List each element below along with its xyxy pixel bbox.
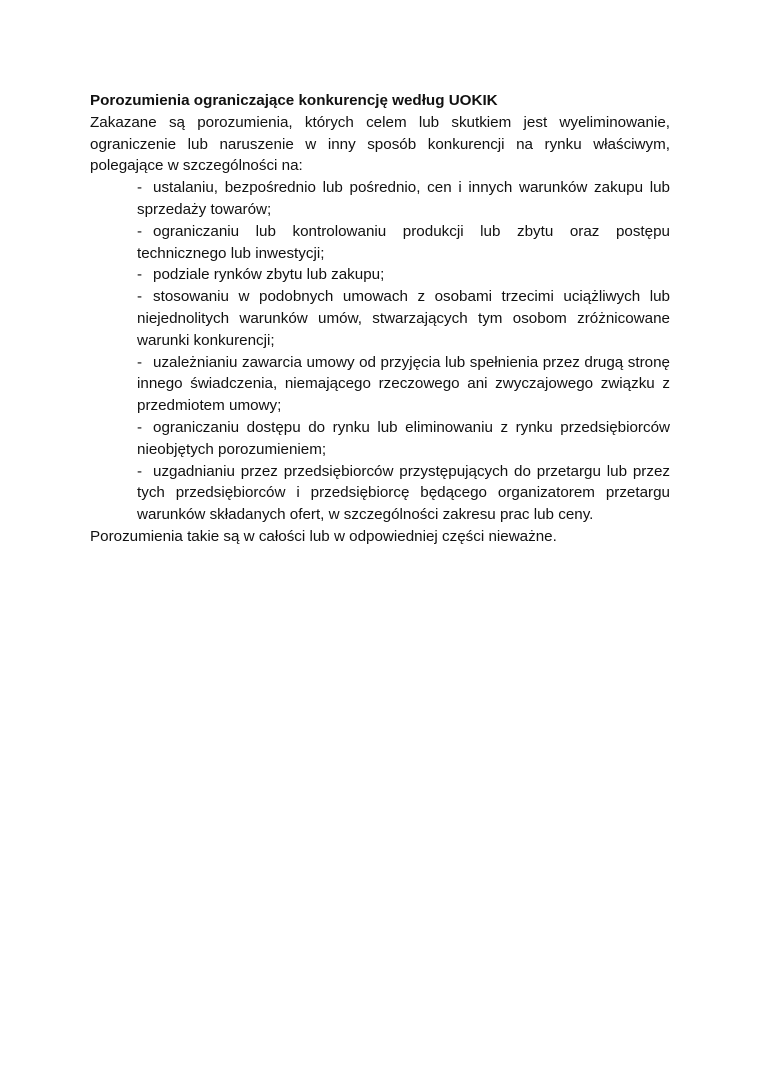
list-item-text: ustalaniu, bezpośrednio lub pośrednio, cen i innych warunków zakupu lub sprzedaży towarów;	[137, 179, 670, 218]
list-item-text: uzależnianiu zawarcia umowy od przyjęcia lub spełnienia przez drugą stronę innego świadczenia, niemającego rzeczowego ani zwyczajowego związku z przedmiotem umowy;	[137, 353, 670, 415]
list-dash: -	[137, 462, 143, 480]
list-item	[137, 461, 670, 526]
list-item	[137, 264, 670, 286]
list-dash: -	[137, 222, 143, 240]
list-item	[137, 352, 670, 417]
closing-paragraph: Porozumienia takie są w całości lub w odpowiedniej części nieważne.	[90, 527, 557, 545]
list-item	[137, 221, 670, 265]
list-dash: -	[137, 418, 143, 436]
list-item-text: stosowaniu w podobnych umowach z osobami trzecimi uciążliwych lub niejednolitych warunków umów, stwarzających tym osobom zróżnicowane warunki konkurencji;	[137, 288, 670, 349]
list-item	[137, 286, 670, 351]
list-item-text: podziale rynków zbytu lub zakupu;	[153, 266, 385, 284]
document-page	[90, 90, 670, 548]
list-item	[137, 417, 670, 461]
intro-paragraph: Zakazane są porozumienia, których celem lub skutkiem jest wyeliminowanie, ograniczenie lub naruszenie w inny sposób konkurencji na rynku właściwym, polegające w szczególności na:	[90, 113, 670, 175]
list-item	[137, 177, 670, 221]
list-item-text: ograniczaniu lub kontrolowaniu produkcji lub zbytu oraz postępu technicznego lub inwestycji;	[137, 222, 670, 262]
document-title: Porozumienia ograniczające konkurencję według UOKIK	[90, 92, 498, 109]
list-item-text: uzgadnianiu przez przedsiębiorców przystępujących do przetargu lub przez tych przedsiębiorców i przedsiębiorcę będącego organizatorem przetargu warunków składanych ofert, w szczególności zakresu prac lub ceny.	[137, 462, 670, 524]
list-dash: -	[137, 353, 143, 371]
list-dash: -	[137, 288, 143, 306]
prohibited-practices-list	[90, 177, 670, 526]
list-dash: -	[137, 179, 143, 197]
list-dash: -	[137, 266, 143, 284]
list-item-text: ograniczaniu dostępu do rynku lub eliminowaniu z rynku przedsiębiorców nieobjętych porozumieniem;	[137, 418, 670, 458]
